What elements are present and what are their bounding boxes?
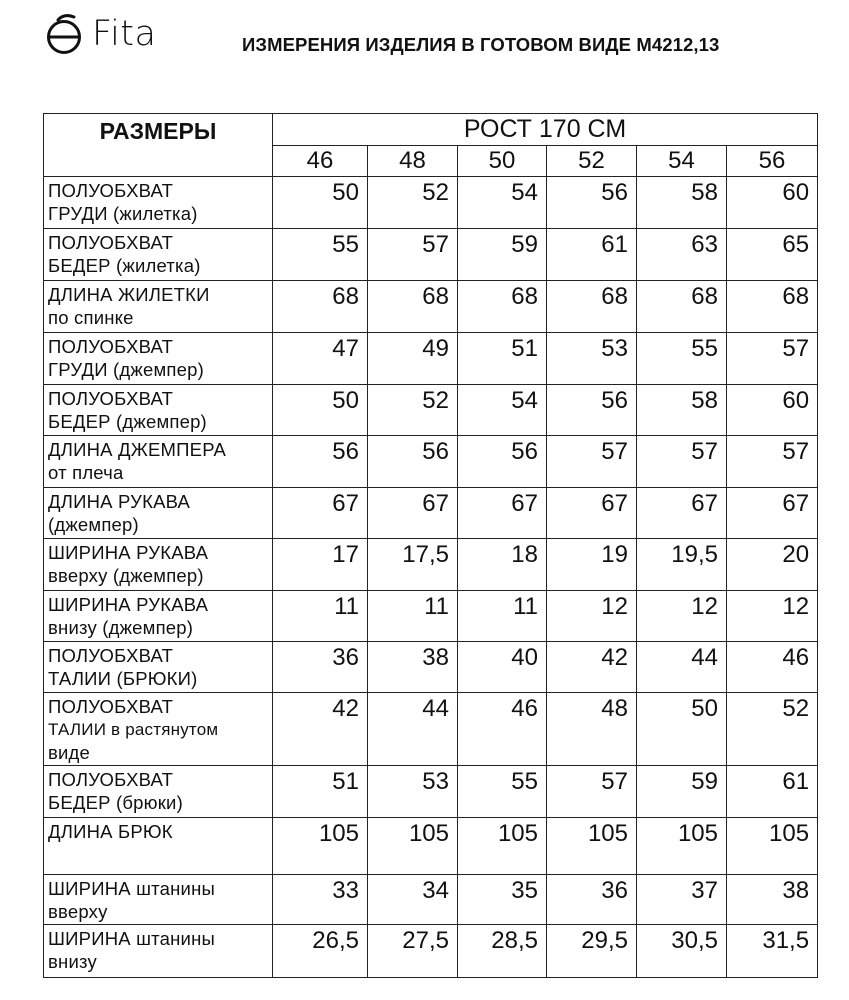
measurement-value: 31,5	[727, 925, 818, 978]
measurement-value: 105	[368, 818, 458, 875]
measurement-value: 67	[273, 488, 368, 539]
measurement-value: 20	[727, 539, 818, 591]
measurement-value: 68	[458, 281, 547, 333]
measurement-label-line: ТАЛИИ (БРЮКИ)	[48, 668, 198, 689]
measurement-label-line: вверху (джемпер)	[48, 565, 204, 586]
measurement-value: 57	[727, 333, 818, 385]
measurement-label	[44, 693, 273, 766]
measurement-label-line: ДЛИНА ДЖЕМПЕРА	[48, 439, 227, 460]
measurement-value: 56	[458, 436, 547, 488]
measurement-label	[44, 539, 273, 591]
table-row	[44, 818, 818, 875]
measurement-value: 68	[547, 281, 637, 333]
table-row	[44, 642, 818, 693]
measurement-label	[44, 333, 273, 385]
measurement-value: 67	[727, 488, 818, 539]
measurement-label-line: ПОЛУОБХВАТ	[48, 336, 174, 357]
measurement-label	[44, 281, 273, 333]
measurement-value: 59	[637, 766, 727, 818]
measurement-value: 37	[637, 875, 727, 925]
measurement-label	[44, 925, 273, 978]
measurement-value: 68	[727, 281, 818, 333]
measurement-value: 54	[458, 177, 547, 229]
measurement-value: 57	[547, 436, 637, 488]
table-row	[44, 333, 818, 385]
measurement-label-line: БЕДЕР (жилетка)	[48, 255, 201, 276]
table-row	[44, 539, 818, 591]
measurement-label-line: ДЛИНА РУКАВА	[48, 491, 191, 512]
measurement-value: 57	[727, 436, 818, 488]
measurement-value: 36	[547, 875, 637, 925]
measurement-label-line: ПОЛУОБХВАТ	[48, 388, 174, 409]
measurement-value: 59	[458, 229, 547, 281]
measurement-value: 12	[547, 591, 637, 642]
measurement-label	[44, 488, 273, 539]
measurement-label-line: (джемпер)	[48, 514, 139, 535]
measurement-value: 51	[273, 766, 368, 818]
measurement-value: 44	[637, 642, 727, 693]
measurement-label-line: ДЛИНА ЖИЛЕТКИ	[48, 284, 210, 305]
size-measurement-table	[43, 113, 818, 978]
measurement-value: 105	[547, 818, 637, 875]
fita-logo-icon	[44, 12, 88, 56]
measurement-label-line: ПОЛУОБХВАТ	[48, 769, 174, 790]
measurement-value: 60	[727, 385, 818, 436]
measurement-value: 34	[368, 875, 458, 925]
measurement-value: 67	[368, 488, 458, 539]
measurement-value: 29,5	[547, 925, 637, 978]
size-header-cell: 54	[637, 146, 727, 177]
measurement-value: 19,5	[637, 539, 727, 591]
measurement-value: 52	[368, 177, 458, 229]
measurement-label-line: внизу	[48, 951, 97, 972]
measurement-value: 17	[273, 539, 368, 591]
measurement-value: 57	[547, 766, 637, 818]
measurement-value: 36	[273, 642, 368, 693]
measurement-label	[44, 436, 273, 488]
table-row	[44, 693, 818, 766]
table-row	[44, 229, 818, 281]
measurement-value: 50	[273, 385, 368, 436]
brand-logo	[44, 10, 156, 58]
measurement-value: 11	[273, 591, 368, 642]
header-row-height	[44, 114, 818, 146]
measurement-value: 18	[458, 539, 547, 591]
measurement-value: 30,5	[637, 925, 727, 978]
measurement-value: 105	[458, 818, 547, 875]
measurement-label	[44, 766, 273, 818]
measurement-value: 67	[547, 488, 637, 539]
measurement-value: 105	[637, 818, 727, 875]
measurement-value: 53	[547, 333, 637, 385]
measurement-value: 17,5	[368, 539, 458, 591]
measurement-value: 50	[637, 693, 727, 766]
measurement-value: 11	[368, 591, 458, 642]
size-header-cell: 46	[273, 146, 368, 177]
measurement-value: 57	[637, 436, 727, 488]
measurement-label-line: по спинке	[48, 307, 134, 328]
document-title: ИЗМЕРЕНИЯ ИЗДЕЛИЯ В ГОТОВОМ ВИДЕ М4212,13	[242, 34, 720, 55]
measurement-label-line: ПОЛУОБХВАТ	[48, 696, 174, 717]
measurement-value: 105	[727, 818, 818, 875]
measurement-value: 28,5	[458, 925, 547, 978]
measurement-value: 52	[727, 693, 818, 766]
measurement-value: 27,5	[368, 925, 458, 978]
measurement-value: 26,5	[273, 925, 368, 978]
measurement-label	[44, 818, 273, 875]
measurement-label-line: ДЛИНА БРЮК	[48, 821, 173, 842]
measurement-value: 68	[368, 281, 458, 333]
measurement-value: 33	[273, 875, 368, 925]
size-header-cell: 48	[368, 146, 458, 177]
measurement-label-line: ГРУДИ (жилетка)	[48, 203, 198, 224]
measurement-value: 19	[547, 539, 637, 591]
measurement-value: 50	[273, 177, 368, 229]
measurement-label	[44, 642, 273, 693]
table-row	[44, 766, 818, 818]
brand-name: Fita	[92, 14, 157, 54]
measurement-label-line: ШИРИНА штанины	[48, 878, 215, 899]
measurement-label-line: ШИРИНА РУКАВА	[48, 542, 209, 563]
measurement-value: 58	[637, 385, 727, 436]
measurement-label-line: ПОЛУОБХВАТ	[48, 645, 174, 666]
measurement-value: 61	[547, 229, 637, 281]
measurement-label	[44, 875, 273, 925]
measurement-value: 35	[458, 875, 547, 925]
measurement-value: 56	[273, 436, 368, 488]
measurement-value: 55	[273, 229, 368, 281]
measurement-value: 40	[458, 642, 547, 693]
measurement-label	[44, 177, 273, 229]
measurement-label-line: ПОЛУОБХВАТ	[48, 180, 174, 201]
measurement-value: 54	[458, 385, 547, 436]
measurement-label	[44, 385, 273, 436]
measurement-label-line: БЕДЕР (брюки)	[48, 792, 183, 813]
measurement-value: 11	[458, 591, 547, 642]
table-row	[44, 281, 818, 333]
measurement-value: 56	[547, 177, 637, 229]
height-header: РОСТ 170 СМ	[273, 114, 818, 146]
measurement-value: 47	[273, 333, 368, 385]
measurement-value: 38	[368, 642, 458, 693]
measurement-value: 56	[547, 385, 637, 436]
measurement-label-line: ГРУДИ (джемпер)	[48, 359, 204, 380]
measurement-value: 49	[368, 333, 458, 385]
measurement-label-line: виде	[48, 742, 91, 763]
measurement-value: 58	[637, 177, 727, 229]
measurement-value: 52	[368, 385, 458, 436]
measurement-label-line: вверху	[48, 901, 108, 922]
measurement-value: 44	[368, 693, 458, 766]
table-row	[44, 177, 818, 229]
measurement-label	[44, 591, 273, 642]
measurement-value: 65	[727, 229, 818, 281]
measurement-value: 68	[273, 281, 368, 333]
measurement-value: 38	[727, 875, 818, 925]
measurement-value: 60	[727, 177, 818, 229]
measurement-value: 42	[547, 642, 637, 693]
measurement-value: 12	[727, 591, 818, 642]
size-header-cell: 52	[547, 146, 637, 177]
measurement-value: 48	[547, 693, 637, 766]
table-row	[44, 385, 818, 436]
measurement-value: 68	[637, 281, 727, 333]
measurement-label-line: ПОЛУОБХВАТ	[48, 232, 174, 253]
measurement-value: 67	[637, 488, 727, 539]
table-row	[44, 875, 818, 925]
table-row	[44, 436, 818, 488]
measurement-value: 55	[458, 766, 547, 818]
table-row	[44, 925, 818, 978]
measurement-value: 53	[368, 766, 458, 818]
measurement-value: 46	[458, 693, 547, 766]
measurement-label	[44, 229, 273, 281]
measurement-label-line: от плеча	[48, 462, 124, 483]
measurement-label-line: внизу (джемпер)	[48, 617, 194, 638]
measurement-value: 55	[637, 333, 727, 385]
measurement-label-line: ШИРИНА РУКАВА	[48, 594, 209, 615]
measurement-label-line: ШИРИНА штанины	[48, 928, 215, 949]
table-row	[44, 488, 818, 539]
measurement-value: 42	[273, 693, 368, 766]
size-header-cell: 56	[727, 146, 818, 177]
measurement-value: 105	[273, 818, 368, 875]
table-row	[44, 591, 818, 642]
measurement-value: 51	[458, 333, 547, 385]
measurement-label-line: БЕДЕР (джемпер)	[48, 411, 207, 432]
measurement-value: 46	[727, 642, 818, 693]
size-header-cell: 50	[458, 146, 547, 177]
measurement-value: 63	[637, 229, 727, 281]
measurement-value: 56	[368, 436, 458, 488]
measurement-value: 67	[458, 488, 547, 539]
sizes-header: РАЗМЕРЫ	[44, 114, 273, 177]
measurement-value: 12	[637, 591, 727, 642]
measurement-value: 57	[368, 229, 458, 281]
measurement-value: 61	[727, 766, 818, 818]
measurement-label-line: ТАЛИИ в растянутом	[48, 720, 219, 739]
